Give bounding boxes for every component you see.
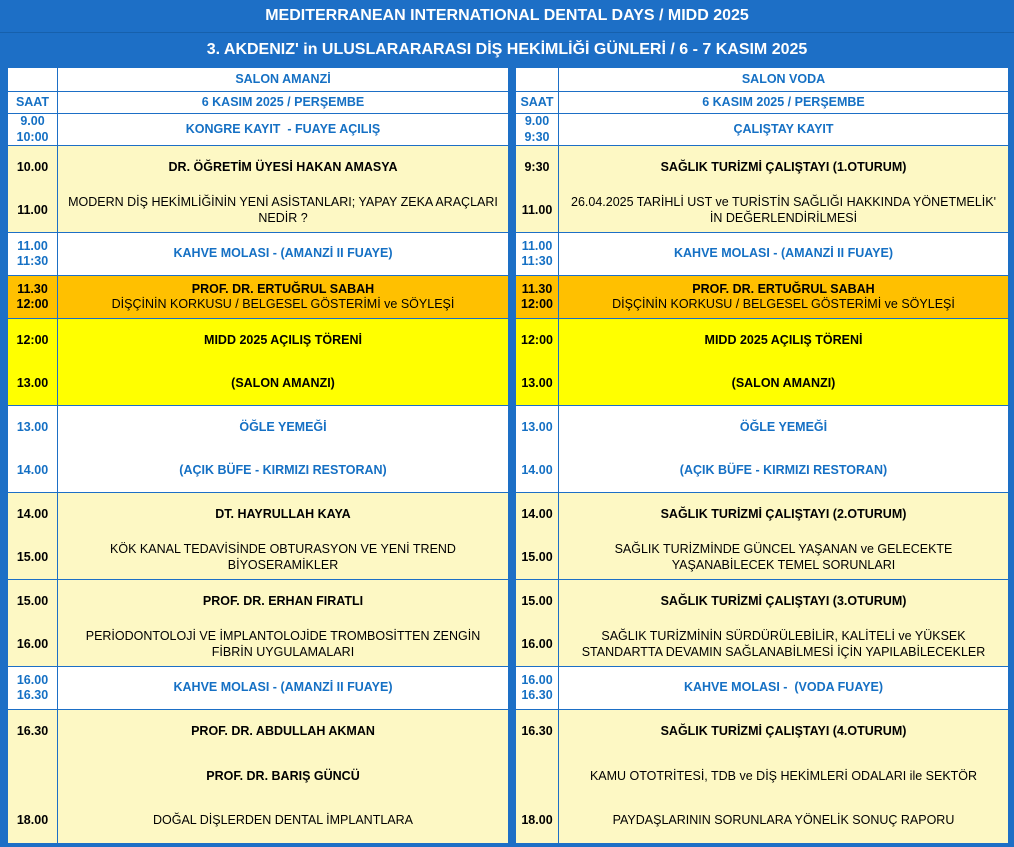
time-slot xyxy=(8,710,508,754)
time-label: 11:30 xyxy=(521,254,553,268)
time-cell xyxy=(516,319,558,362)
time-cell xyxy=(8,146,57,189)
time-label: 11.00 xyxy=(17,202,48,217)
time-slot xyxy=(8,493,508,536)
session-cell xyxy=(58,189,508,232)
session-title: PROF. DR. ERHAN FIRATLI xyxy=(202,593,364,608)
session-cell xyxy=(559,114,1008,145)
time-slot xyxy=(8,189,508,232)
time-cell xyxy=(516,189,558,232)
session-cell xyxy=(58,667,508,709)
session-cell xyxy=(559,319,1008,362)
time-label: 14.00 xyxy=(16,462,49,477)
schedule-row xyxy=(8,580,508,666)
session-title: PROF. DR. ERTUĞRUL SABAH xyxy=(191,281,375,296)
schedule-row xyxy=(8,319,508,405)
session-title: (SALON AMANZI) xyxy=(231,375,335,390)
time-label: 16.00 xyxy=(521,672,553,687)
salon-cell xyxy=(58,68,508,91)
schedule-row xyxy=(8,276,508,318)
time-column-header: SAAT xyxy=(520,94,554,109)
time-slot xyxy=(8,449,508,492)
date-header: 6 KASIM 2025 / PERŞEMBE xyxy=(702,94,865,109)
session-title: (AÇIK BÜFE - KIRMIZI RESTORAN) xyxy=(179,462,387,477)
session-cell xyxy=(559,536,1008,579)
time-slot xyxy=(516,536,1008,579)
time-label: 16.30 xyxy=(16,688,49,702)
session-description: DOĞAL DİŞLERDEN DENTAL İMPLANTLARA xyxy=(152,813,414,828)
time-label: 11:30 xyxy=(16,254,49,268)
time-cell xyxy=(8,114,57,145)
time-label: 16.00 xyxy=(521,636,553,651)
session-title: KONGRE KAYIT - FUAYE AÇILIŞ xyxy=(185,121,381,136)
time-label: 13.00 xyxy=(521,419,553,434)
time-slot xyxy=(8,233,508,275)
time-slot xyxy=(516,189,1008,232)
time-cell xyxy=(516,667,558,709)
session-description: BİYOSERAMİKLER xyxy=(227,557,339,572)
time-cell xyxy=(8,667,57,709)
schedule-row xyxy=(516,406,1008,492)
time-label: 14.00 xyxy=(521,506,553,521)
session-description: MODERN DİŞ HEKİMLİĞİNİN YENİ ASİSTANLARI; YAPAY ZEKA ARAÇLARI xyxy=(68,195,498,209)
time-slot xyxy=(8,146,508,189)
time-label: 13.00 xyxy=(16,419,49,434)
schedule-table-salon-amanzi xyxy=(8,68,508,843)
time-label: 13.00 xyxy=(521,375,553,390)
time-slot xyxy=(8,114,508,145)
time-slot xyxy=(8,754,508,798)
session-title: KAHVE MOLASI - (AMANZİ II FUAYE) xyxy=(674,246,893,261)
session-title: MIDD 2025 AÇILIŞ TÖRENİ xyxy=(204,332,362,347)
time-cell xyxy=(8,580,57,623)
time-slot xyxy=(516,493,1008,536)
time-slot xyxy=(516,114,1008,145)
session-title: DR. ÖĞRETİM ÜYESİ HAKAN AMASYA xyxy=(168,159,398,174)
session-cell xyxy=(58,276,508,318)
page-header xyxy=(0,0,1014,66)
time-cell xyxy=(516,276,558,318)
time-slot xyxy=(516,667,1008,709)
session-cell xyxy=(559,449,1008,492)
time-cell xyxy=(516,754,558,798)
session-cell xyxy=(58,319,508,362)
time-cell xyxy=(516,114,558,145)
session-cell xyxy=(58,493,508,536)
session-cell xyxy=(559,146,1008,189)
time-cell xyxy=(8,449,57,492)
session-title: ÇALIŞTAY KAYIT xyxy=(733,121,834,136)
time-slot xyxy=(516,710,1008,754)
time-cell xyxy=(8,536,57,579)
session-title: KAHVE MOLASI - (VODA FUAYE) xyxy=(683,680,884,695)
time-label: 9:30 xyxy=(524,159,550,174)
session-cell xyxy=(559,276,1008,318)
schedule-row xyxy=(8,710,508,843)
time-cell xyxy=(516,449,558,492)
time-cell xyxy=(516,146,558,189)
time-label: 16.30 xyxy=(16,724,49,739)
time-cell xyxy=(516,580,558,623)
time-label: 11.30 xyxy=(17,281,48,296)
time-cell xyxy=(8,493,57,536)
time-label: 11.00 xyxy=(521,238,553,253)
session-title: KAHVE MOLASI - (AMANZİ II FUAYE) xyxy=(173,680,393,695)
session-description: STANDARTTA DEVAMIN SAĞLANABİLMESİ İÇİN YAPILABİLECEKLER xyxy=(581,644,986,659)
time-label: 10.00 xyxy=(16,159,49,174)
time-label: 16.30 xyxy=(521,688,553,702)
session-title: SAĞLIK TURİZMİ ÇALIŞTAYI (3.OTURUM) xyxy=(660,593,907,608)
session-cell xyxy=(58,146,508,189)
schedule-row xyxy=(8,114,508,145)
session-description: NEDİR ? xyxy=(258,210,308,225)
session-cell xyxy=(559,623,1008,666)
session-cell xyxy=(58,623,508,666)
salon-row xyxy=(8,68,508,91)
schedule-row xyxy=(516,276,1008,318)
date-cell xyxy=(58,92,508,113)
time-slot xyxy=(516,362,1008,405)
session-cell xyxy=(559,233,1008,275)
session-title: SAĞLIK TURİZMİ ÇALIŞTAYI (2.OTURUM) xyxy=(660,506,907,521)
time-cell xyxy=(8,623,57,666)
time-label: 15.00 xyxy=(16,593,49,608)
time-label: 15.00 xyxy=(16,549,49,564)
time-cell xyxy=(516,362,558,405)
time-slot xyxy=(516,623,1008,666)
time-label: 12:00 xyxy=(16,297,49,311)
time-cell xyxy=(516,799,558,843)
time-label: 9:30 xyxy=(524,129,550,144)
date-row xyxy=(516,92,1008,113)
time-label: 9.00 xyxy=(524,114,550,128)
schedule-table-salon-voda xyxy=(516,68,1008,843)
session-cell xyxy=(58,754,508,798)
session-title: KAHVE MOLASI - (AMANZİ II FUAYE) xyxy=(173,246,393,261)
time-slot xyxy=(516,754,1008,798)
time-label: 18.00 xyxy=(16,813,49,828)
session-cell xyxy=(58,580,508,623)
date-cell xyxy=(559,92,1008,113)
session-title: MIDD 2025 AÇILIŞ TÖRENİ xyxy=(704,332,863,347)
time-label: 16.00 xyxy=(16,636,49,651)
session-description: KÖK KANAL TEDAVİSİNDE OBTURASYON VE YENİ TREND xyxy=(110,542,456,556)
time-cell xyxy=(516,68,558,91)
time-cell xyxy=(8,233,57,275)
time-cell xyxy=(8,276,57,318)
time-label: 15.00 xyxy=(521,593,553,608)
session-description: İN DEĞERLENDİRİLMESİ xyxy=(709,210,858,225)
time-label: 12:00 xyxy=(521,332,553,347)
session-cell xyxy=(559,710,1008,754)
session-cell xyxy=(58,799,508,843)
schedule-row xyxy=(516,667,1008,709)
schedule-row xyxy=(8,146,508,232)
time-label: 15.00 xyxy=(521,549,553,564)
session-cell xyxy=(559,362,1008,405)
time-slot xyxy=(516,799,1008,843)
time-label: 10:00 xyxy=(16,129,49,144)
time-cell xyxy=(8,406,57,449)
time-cell xyxy=(516,406,558,449)
time-cell xyxy=(8,754,57,798)
schedule-row xyxy=(516,233,1008,275)
time-slot xyxy=(8,536,508,579)
time-cell xyxy=(516,493,558,536)
session-cell xyxy=(559,406,1008,449)
time-label: 18.00 xyxy=(521,813,553,828)
event-title: MEDITERRANEAN INTERNATIONAL DENTAL DAYS / MIDD 2025 xyxy=(0,0,1014,33)
session-cell xyxy=(58,114,508,145)
salon-row xyxy=(516,68,1008,91)
time-slot xyxy=(516,319,1008,362)
salon-name: SALON AMANZİ xyxy=(235,71,331,86)
schedule-row xyxy=(8,406,508,492)
schedule-row xyxy=(516,114,1008,145)
schedule-row xyxy=(516,319,1008,405)
session-cell xyxy=(58,362,508,405)
time-label: 16.00 xyxy=(16,672,49,687)
session-title: SAĞLIK TURİZMİ ÇALIŞTAYI (1.OTURUM) xyxy=(660,159,907,174)
event-subtitle: 3. AKDENIZ' in ULUSLARARARASI DİŞ HEKİMLİĞİ GÜNLERİ / 6 - 7 KASIM 2025 xyxy=(206,41,808,58)
salon-name: SALON VODA xyxy=(741,71,826,86)
date-slot xyxy=(516,92,1008,113)
time-slot xyxy=(8,623,508,666)
time-slot xyxy=(516,233,1008,275)
date-slot xyxy=(8,92,508,113)
time-label: 12:00 xyxy=(521,297,553,311)
time-slot xyxy=(516,146,1008,189)
session-title: PROF. DR. ABDULLAH AKMAN xyxy=(191,724,375,739)
time-cell xyxy=(8,68,57,91)
session-description: YAŞANABİLECEK TEMEL SORUNLARI xyxy=(671,557,896,572)
schedule-row xyxy=(8,667,508,709)
time-slot xyxy=(8,362,508,405)
time-column-header-cell xyxy=(8,92,57,113)
time-label: 9.00 xyxy=(20,114,45,128)
time-slot xyxy=(8,276,508,318)
time-slot xyxy=(8,406,508,449)
time-column-header: SAAT xyxy=(15,94,50,109)
schedule-row xyxy=(516,146,1008,232)
session-description: KAMU OTOTRİTESİ, TDB ve DİŞ HEKİMLERİ ODALARI ile SEKTÖR xyxy=(589,768,978,783)
schedule-row xyxy=(516,580,1008,666)
schedule-row xyxy=(8,233,508,275)
session-description: SAĞLIK TURİZMİNDE GÜNCEL YAŞANAN ve GELECEKTE xyxy=(614,542,953,556)
time-cell xyxy=(8,799,57,843)
session-description: DİŞÇİNİN KORKUSU / BELGESEL GÖSTERİMİ ve SÖYLEŞİ xyxy=(612,297,955,311)
time-cell xyxy=(516,233,558,275)
session-description: PERİODONTOLOJİ VE İMPLANTOLOJİDE TROMBOSİTTEN ZENGİN xyxy=(85,629,481,643)
time-slot xyxy=(516,580,1008,623)
time-cell xyxy=(8,319,57,362)
salon-cell xyxy=(559,68,1008,91)
time-cell xyxy=(516,623,558,666)
time-label: 14.00 xyxy=(16,506,49,521)
time-slot xyxy=(8,799,508,843)
time-cell xyxy=(8,189,57,232)
time-cell xyxy=(8,362,57,405)
session-title: PROF. DR. BARIŞ GÜNCÜ xyxy=(206,768,360,783)
schedule-row xyxy=(8,493,508,579)
session-title: ÖĞLE YEMEĞİ xyxy=(739,419,828,434)
session-description: DİŞÇİNİN KORKUSU / BELGESEL GÖSTERİMİ ve SÖYLEŞİ xyxy=(111,297,455,311)
session-cell xyxy=(559,667,1008,709)
time-slot xyxy=(516,276,1008,318)
session-cell xyxy=(559,754,1008,798)
session-title: (AÇIK BÜFE - KIRMIZI RESTORAN) xyxy=(679,462,888,477)
session-title: DT. HAYRULLAH KAYA xyxy=(215,506,351,521)
salon-slot xyxy=(8,68,508,91)
session-title: (SALON AMANZI) xyxy=(731,375,836,390)
time-label: 13.00 xyxy=(16,375,49,390)
session-cell xyxy=(58,406,508,449)
time-label: 12:00 xyxy=(16,332,49,347)
session-cell xyxy=(58,449,508,492)
time-column-header-cell xyxy=(516,92,558,113)
time-cell xyxy=(516,710,558,754)
session-cell xyxy=(58,710,508,754)
session-title: ÖĞLE YEMEĞİ xyxy=(239,419,327,434)
session-cell xyxy=(559,189,1008,232)
time-slot xyxy=(516,406,1008,449)
time-label: 11.00 xyxy=(521,202,553,217)
session-description: FİBRİN UYGULAMALARI xyxy=(211,644,355,659)
session-cell xyxy=(58,536,508,579)
schedule-row xyxy=(516,710,1008,843)
session-cell xyxy=(58,233,508,275)
session-description: PAYDAŞLARININ SORUNLARA YÖNELİK SONUÇ RAPORU xyxy=(612,813,955,828)
time-cell xyxy=(516,536,558,579)
session-title: SAĞLIK TURİZMİ ÇALIŞTAYI (4.OTURUM) xyxy=(660,724,907,739)
session-cell xyxy=(559,493,1008,536)
session-description: 26.04.2025 TARİHLİ UST ve TURİSTİN SAĞLIĞI HAKKINDA YÖNETMELİK' xyxy=(571,195,996,209)
session-description: SAĞLIK TURİZMİNİN SÜRDÜRÜLEBİLİR, KALİTELİ ve YÜKSEK xyxy=(601,629,966,643)
time-slot xyxy=(516,449,1008,492)
date-row xyxy=(8,92,508,113)
time-slot xyxy=(8,319,508,362)
time-label: 16.30 xyxy=(521,724,553,739)
time-label: 14.00 xyxy=(521,462,553,477)
session-title: PROF. DR. ERTUĞRUL SABAH xyxy=(692,281,875,296)
time-cell xyxy=(8,710,57,754)
time-label: 11.30 xyxy=(521,281,553,296)
date-header: 6 KASIM 2025 / PERŞEMBE xyxy=(201,94,365,109)
time-slot xyxy=(8,667,508,709)
time-label: 11.00 xyxy=(17,238,48,253)
schedule-row xyxy=(516,493,1008,579)
session-cell xyxy=(559,799,1008,843)
session-cell xyxy=(559,580,1008,623)
salon-slot xyxy=(516,68,1008,91)
time-slot xyxy=(8,580,508,623)
